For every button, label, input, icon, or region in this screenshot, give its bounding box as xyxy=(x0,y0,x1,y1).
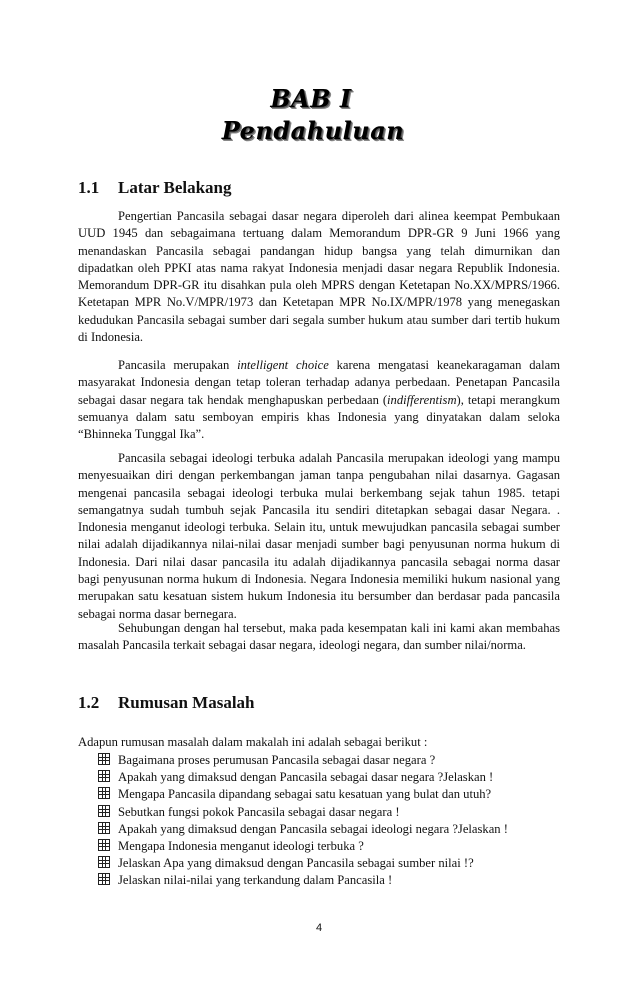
paragraph-text-part: ), tetapi merangkum semuanya dalam satu semboyan empiris khas Indonesia yang dinyatakan dalam seloka “Bhinneka Tunggal Ika”. xyxy=(78,392,560,442)
paragraph-text: Pancasila sebagai ideologi terbuka adalah Pancasila merupakan ideologi yang mampu menyesuaikan diri dengan perkembangan jaman tanpa pengubahan nilai dasarnya. Gagasan mengenai pancasila sebagai ideologi terbuka mulai berkembang sejak tahun 1985. tetapi semangatnya sudah tumbuh sejak Pancasila itu sendiri ditetapkan sebagai dasar Negara. . Indonesia menganut ideologi terbuka. Selain itu, untuk mewujudkan pancasila sebagai sumber nilai adalah dijadikannya nilai-nilai dasar menjadi sumber bagi penyusunan norma hukum di Indonesia. Dari nilai dasar pancasila itu adalah dijadikannya pancasila sebagai norma dasar bagi penyusunan norma hukum di Indonesia. Negara Indonesia memiliki hukum nasional yang merupakan satu kesatuan sistem hukum Indonesia itu bersumber dan berdasar pada pancasila sebagai norma dasar bernegara. xyxy=(78,451,560,621)
emphasis-text: indifferentism xyxy=(387,392,457,407)
list-item-text: Mengapa Indonesia menganut ideologi terbuka ? xyxy=(118,838,364,853)
list-item-text: Jelaskan Apa yang dimaksud dengan Pancasila sebagai sumber nilai !? xyxy=(118,856,474,871)
section-title: Latar Belakang xyxy=(118,178,232,197)
grid-bullet-icon xyxy=(98,839,110,851)
paragraph-1 xyxy=(78,208,560,346)
list-item xyxy=(98,769,508,786)
grid-bullet-icon xyxy=(98,873,110,885)
list-item xyxy=(98,752,508,769)
list-item-text: Apakah yang dimaksud dengan Pancasila sebagai dasar negara ?Jelaskan ! xyxy=(118,770,494,785)
list-item-text: Sebutkan fungsi pokok Pancasila sebagai dasar negara ! xyxy=(118,804,400,819)
grid-bullet-icon xyxy=(98,770,110,782)
paragraph-4 xyxy=(78,620,560,655)
section-number: 1.1 xyxy=(78,178,100,197)
question-list xyxy=(98,752,508,890)
list-item xyxy=(98,872,508,889)
list-item xyxy=(98,804,508,821)
grid-bullet-icon xyxy=(98,856,110,868)
list-item xyxy=(98,786,508,803)
list-item xyxy=(98,838,508,855)
grid-bullet-icon xyxy=(98,822,110,834)
section-heading-rumusan-masalah xyxy=(78,693,255,713)
grid-bullet-icon xyxy=(98,787,110,799)
section-number: 1.2 xyxy=(78,693,100,712)
list-item-text: Jelaskan nilai-nilai yang terkandung dalam Pancasila ! xyxy=(118,873,393,888)
list-intro: Adapun rumusan masalah dalam makalah ini adalah sebagai berikut : xyxy=(78,735,428,749)
list-item xyxy=(98,821,508,838)
paragraph-text: Pengertian Pancasila sebagai dasar negara diperoleh dari alinea keempat Pembukaan UUD 1945 dan sebagaimana tertuang dalam Memorandum DPR-GR 9 Juni 1966 yang menandaskan Pancasila sebagai pandangan hidup bangsa yang telah dimurnikan dan dipadatkan oleh PPKI atas nama rakyat Indonesia menjadi dasar negara Republik Indonesia. Memorandum DPR-GR itu disahkan pula oleh MPRS dengan Ketetapan No.XX/MPRS/1966. Ketetapan MPR No.V/MPR/1973 dan Ketetapan MPR No.IX/MPR/1978 yang menegaskan kedudukan Pancasila sebagai sumber dari segala sumber hukum atau sumber dari tertib hukum di Indonesia. xyxy=(78,209,560,345)
section-title: Rumusan Masalah xyxy=(118,693,255,712)
grid-bullet-icon xyxy=(98,753,110,765)
page-number: 4 xyxy=(315,922,323,934)
list-item-text: Mengapa Pancasila dipandang sebagai satu kesatuan yang bulat dan utuh? xyxy=(118,787,492,802)
paragraph-text xyxy=(78,357,560,443)
paragraph-text-part: Pancasila merupakan xyxy=(118,358,238,372)
paragraph-text: Sehubungan dengan hal tersebut, maka pada kesempatan kali ini kami akan membahas masalah Pancasila terkait sebagai dasar negara, ideologi negara, dan sumber nilai/norma. xyxy=(78,621,560,653)
list-item-text: Apakah yang dimaksud dengan Pancasila sebagai ideologi negara ?Jelaskan ! xyxy=(118,821,508,836)
list-item xyxy=(98,855,508,872)
grid-bullet-icon xyxy=(98,805,110,817)
section-heading-latar-belakang xyxy=(78,178,232,198)
paragraph-2 xyxy=(78,357,560,443)
chapter-title: Pendahuluan xyxy=(221,116,405,145)
list-item-text: Bagaimana proses perumusan Pancasila sebagai dasar negara ? xyxy=(118,753,436,767)
paragraph-text-part: karena mengatasi keanekaragaman dalam masyarakat Indonesia dengan tetap toleran terhadap adanya perbedaan. Penetapan Pancasila sebagai dasar negara tak hendak menghapuskan perbedaan ( xyxy=(78,358,560,407)
emphasis-text: intelligent choice xyxy=(237,358,329,372)
paragraph-3 xyxy=(78,450,560,623)
chapter-label: BAB I xyxy=(270,84,352,113)
